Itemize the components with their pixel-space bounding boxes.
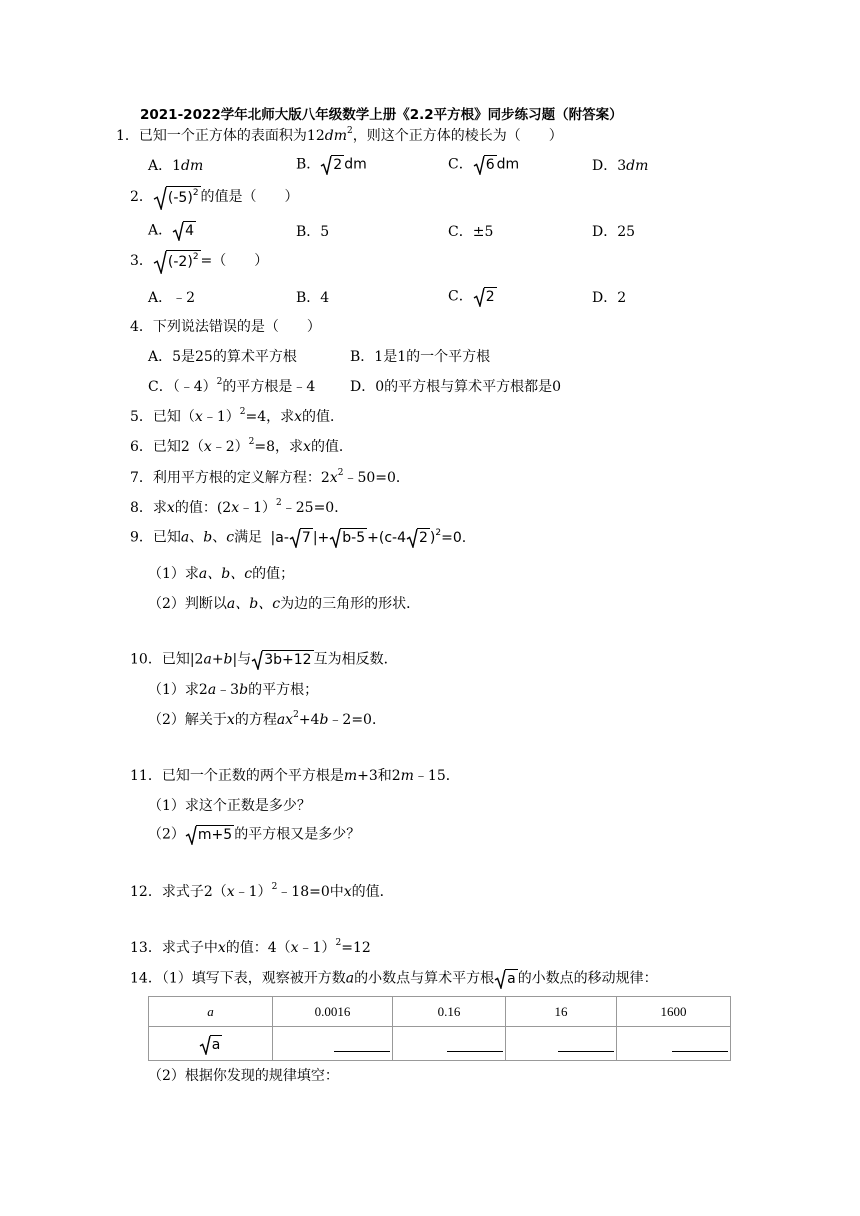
page-title: 2021-2022学年北师大版八年级数学上册《2.2平方根》同步练习题（附答案） [140,107,623,123]
q9-part-1: （1）求a、b、c的值； [148,566,295,582]
q1-option-b: B． 2 dm [296,156,367,173]
q9-condition: |a- 7 |+ b-5 +(c-4 2 )$^2$=0. [270,527,467,546]
q11-part-1: （1）求这个正数是多少？ [148,798,311,814]
sqrt-symbol: $(-5)^2$ [153,186,201,208]
question-12: 12．求式子2（x﹣1）$^2$﹣18=0中x的值． [130,882,394,900]
q3-option-d: D．2 [592,290,627,306]
q3-option-a: A．﹣2 [148,290,196,306]
q4-option-b: B．1是1的一个平方根 [350,349,491,365]
sqrt-symbol: a [494,969,518,988]
q9-part-2: （2）判断以a、b、c为边的三角形的形状． [148,596,421,612]
question-3: 3． $(-2)^2$ =（ ） [130,250,268,272]
table-header-cell: a [149,997,273,1027]
question-5: 5．已知（x﹣1）$^2$=4，求x的值． [130,407,345,425]
q10-part-1: （1）求2a﹣3b的平方根； [148,682,319,698]
q14-part-2: （2）根据你发现的规律填空： [148,1068,339,1084]
sqrt-symbol: $(-2)^2$ [153,250,201,272]
table-header-cell: 1600 [617,997,731,1027]
q4-option-c: C．（﹣4）$^2$的平方根是﹣4 [148,377,316,395]
table-header-cell: 0.0016 [273,997,393,1027]
answer-blank[interactable] [617,1027,731,1061]
question-1: 1．已知一个正方体的表面积为$12dm^2$，则这个正方体的棱长为（ ） [116,126,563,144]
question-9: 9．已知a、b、c满足 |a- 7 |+ b-5 +(c-4 2 )$^2$=0. [130,527,467,546]
sqrt-symbol: 2 [320,155,344,174]
sqrt-symbol: a [199,1035,223,1053]
table-row [149,1027,731,1061]
q4-option-a: A．5是25的算术平方根 [148,349,297,365]
q2-option-d: D．25 [592,224,636,240]
question-10: 10．已知|2a+b|与 3b+12 互为相反数． [130,651,398,668]
question-14: 14．（1）填写下表，观察被开方数a的小数点与算术平方根 a 的小数点的移动规律： [130,970,658,987]
answer-blank[interactable] [393,1027,506,1061]
q1-option-a: A．1dm [148,158,204,174]
sqrt-symbol: 7 [289,528,313,547]
question-11: 11．已知一个正数的两个平方根是m+3和2m﹣15． [130,768,460,784]
sqrt-symbol: 4 [172,221,196,240]
sqrt-symbol: 3b+12 [251,650,313,669]
sqrt-symbol: 2 [406,528,430,547]
table-header-cell: 16 [506,997,617,1027]
table-row [149,997,731,1027]
sqrt-symbol: m+5 [185,825,234,844]
sqrt-symbol: 6 [473,155,497,174]
q3-option-c: C． 2 [448,288,495,305]
q4-option-d: D．0的平方根与算术平方根都是0 [350,379,562,395]
q2-option-b: B．5 [296,224,330,240]
question-13: 13．求式子中x的值：4（x﹣1）$^2$=12 [130,938,371,956]
q1-option-d: D．3dm [592,158,649,174]
q2-option-c: C．±5 [448,224,494,240]
q11-part-2: （2） m+5 的平方根又是多少？ [148,826,361,843]
answer-blank[interactable] [506,1027,617,1061]
q3-option-b: B．4 [296,290,330,306]
question-8: 8．求x的值：(2x﹣1）$^2$﹣25=0． [130,498,349,516]
question-2: 2． $(-5)^2$ 的值是（ ） [130,186,299,208]
question-4: 4．下列说法错误的是（ ） [130,319,321,335]
q2-option-a: A． 4 [148,222,195,239]
sqrt-symbol: b-5 [329,528,367,547]
q10-part-2: （2）解关于x的方程$ax^2+4b﹣2=0$． [148,710,386,728]
answer-blank[interactable] [273,1027,393,1061]
question-6: 6．已知2（x﹣2）$^2$=8，求x的值． [130,437,353,455]
q14-table [148,996,731,1061]
table-header-cell: 0.16 [393,997,506,1027]
question-7: 7．利用平方根的定义解方程：$2x^2﹣50=0$． [130,468,410,486]
sqrt-symbol: 2 [473,287,497,306]
table-row-label [149,1027,273,1061]
q1-option-c: C． 6 dm [448,156,520,173]
